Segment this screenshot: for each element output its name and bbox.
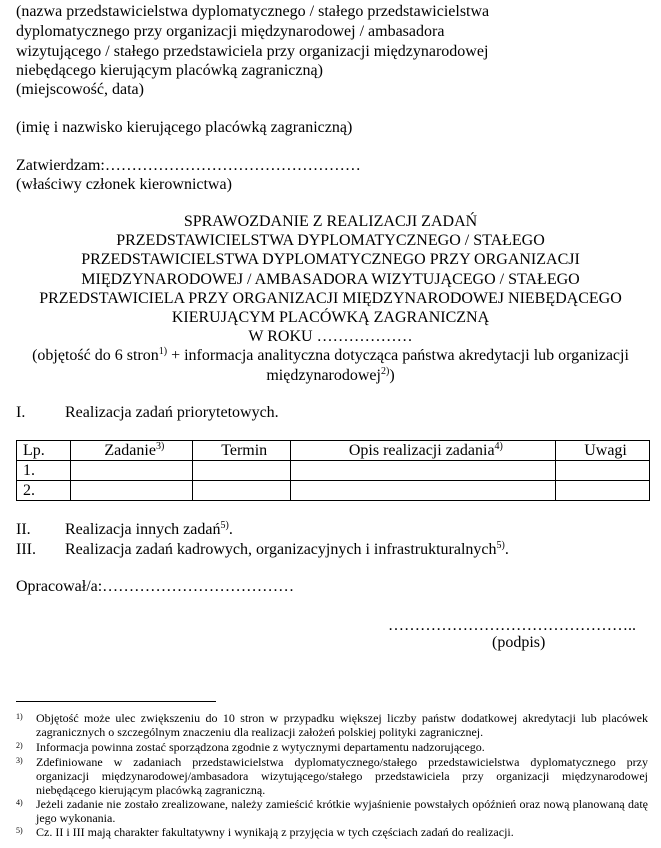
footnote-1: 1) Objętość może ulec zwiększeniu do 10 stron w przypadku większej liczby państw dodatkowej akredytacji lub placówek zagranicznych o szczególnym znaczeniu dla realizacji założeń polskiej polityki zagranicznej. <box>16 711 648 739</box>
section-2-number: II. <box>16 521 31 538</box>
notes-cell[interactable] <box>556 481 650 501</box>
prepared-by-line: Opracował/a:……………………………… <box>16 578 295 595</box>
footnote-divider <box>16 701 216 702</box>
volume-note: (objętość do 6 stron$^{1)}$ + informacja analityczna dotycząca państwa akredytacji lub organizacji <box>32 346 629 364</box>
footnote-3: 3) Zdefiniowane w zadaniach przedstawicielstwa dyplomatycznego/stałego przedstawicielstwa dyplomatycznego przy organizacji międzynarodowej/ambasadora wizytującego/stałego przedstawiciela przy organizacji międzynarodowej niebędącego kierującym placówką zagraniczną. <box>16 755 648 797</box>
tasks-table <box>16 440 650 501</box>
footnote-2: 2) Informacja powinna zostać sporządzona zgodnie z wytycznymi departamentu nadzorującego. <box>16 740 485 754</box>
section-3-title: Realizacja zadań kadrowych, organizacyjnych i infrastrukturalnych$^{5)}$. <box>65 540 509 558</box>
place-date-label: (miejscowość, data) <box>16 81 144 98</box>
row-number: 2. <box>17 481 71 501</box>
header-line: wizytującego / stałego przedstawiciela przy organizacji międzynarodowej <box>16 43 489 60</box>
term-cell[interactable] <box>192 461 290 481</box>
section-3-number: III. <box>16 541 36 558</box>
col-header-notes: Uwagi <box>556 441 650 461</box>
approver-label: (właściwy członek kierownictwa) <box>16 176 232 193</box>
section-1-number: I. <box>16 404 26 421</box>
col-header-task: Zadanie$^{3)}$ <box>70 441 192 461</box>
report-year: W ROKU ……………… <box>248 328 413 345</box>
report-title: PRZEDSTAWICIELSTWA DYPLOMATYCZNEGO / STAŁEGO <box>116 232 545 249</box>
footnote-4: 4) Jeżeli zadanie nie zostało zrealizowane, należy zamieścić krótkie wyjaśnienie powstałych opóźnień oraz nową planowaną datę jego wykonania. <box>16 797 648 825</box>
task-cell[interactable] <box>70 481 192 501</box>
signature-label: (podpis) <box>492 634 546 651</box>
report-title: PRZEDSTAWICIELA PRZY ORGANIZACJI MIĘDZYNARODOWEJ NIEBĘDĄCEGO <box>39 290 622 307</box>
col-header-lp: Lp. <box>17 441 71 461</box>
table-row <box>17 481 650 501</box>
report-title: KIERUJĄCYM PLACÓWKĄ ZAGRANICZNĄ <box>171 309 490 326</box>
section-2-title: Realizacja innych zadań$^{5)}$. <box>65 520 233 538</box>
section-1-title: Realizacja zadań priorytetowych. <box>65 404 279 421</box>
row-number: 1. <box>17 461 71 481</box>
report-title: PRZEDSTAWICIELSTWA DYPLOMATYCZNEGO PRZY ORGANIZACJI <box>81 251 580 268</box>
header-line: niebędącego kierującym placówką zagraniczną) <box>16 62 323 79</box>
table-header-row <box>17 441 650 461</box>
description-cell[interactable] <box>290 461 555 481</box>
notes-cell[interactable] <box>556 461 650 481</box>
signature-line: ……………………………………….. <box>388 617 636 634</box>
description-cell[interactable] <box>290 481 555 501</box>
table-row <box>17 461 650 481</box>
header-line: dyplomatycznego przy organizacji międzynarodowej / ambasadora <box>16 23 445 40</box>
approval-line: Zatwierdzam:………………………………………… <box>16 157 361 174</box>
head-name-label: (imię i nazwisko kierującego placówką zagraniczną) <box>16 119 353 136</box>
header-line: (nazwa przedstawicielstwa dyplomatycznego / stałego przedstawicielstwa <box>16 3 490 20</box>
col-header-description: Opis realizacji zadania$^{4)}$ <box>290 441 555 461</box>
task-cell[interactable] <box>70 461 192 481</box>
report-title: MIĘDZYNARODOWEJ / AMBASADORA WIZYTUJĄCEGO / STAŁEGO <box>81 271 580 288</box>
footnote-5: 5) Cz. II i III mają charakter fakultatywny i wynikają z przyjęcia w tych częściach zadań do realizacji. <box>16 825 514 839</box>
col-header-term: Termin <box>192 441 290 461</box>
report-title: SPRAWOZDANIE Z REALIZACJI ZADAŃ <box>183 213 478 230</box>
volume-note-cont: międzynarodowej$^{2)}$) <box>266 366 395 384</box>
term-cell[interactable] <box>192 481 290 501</box>
